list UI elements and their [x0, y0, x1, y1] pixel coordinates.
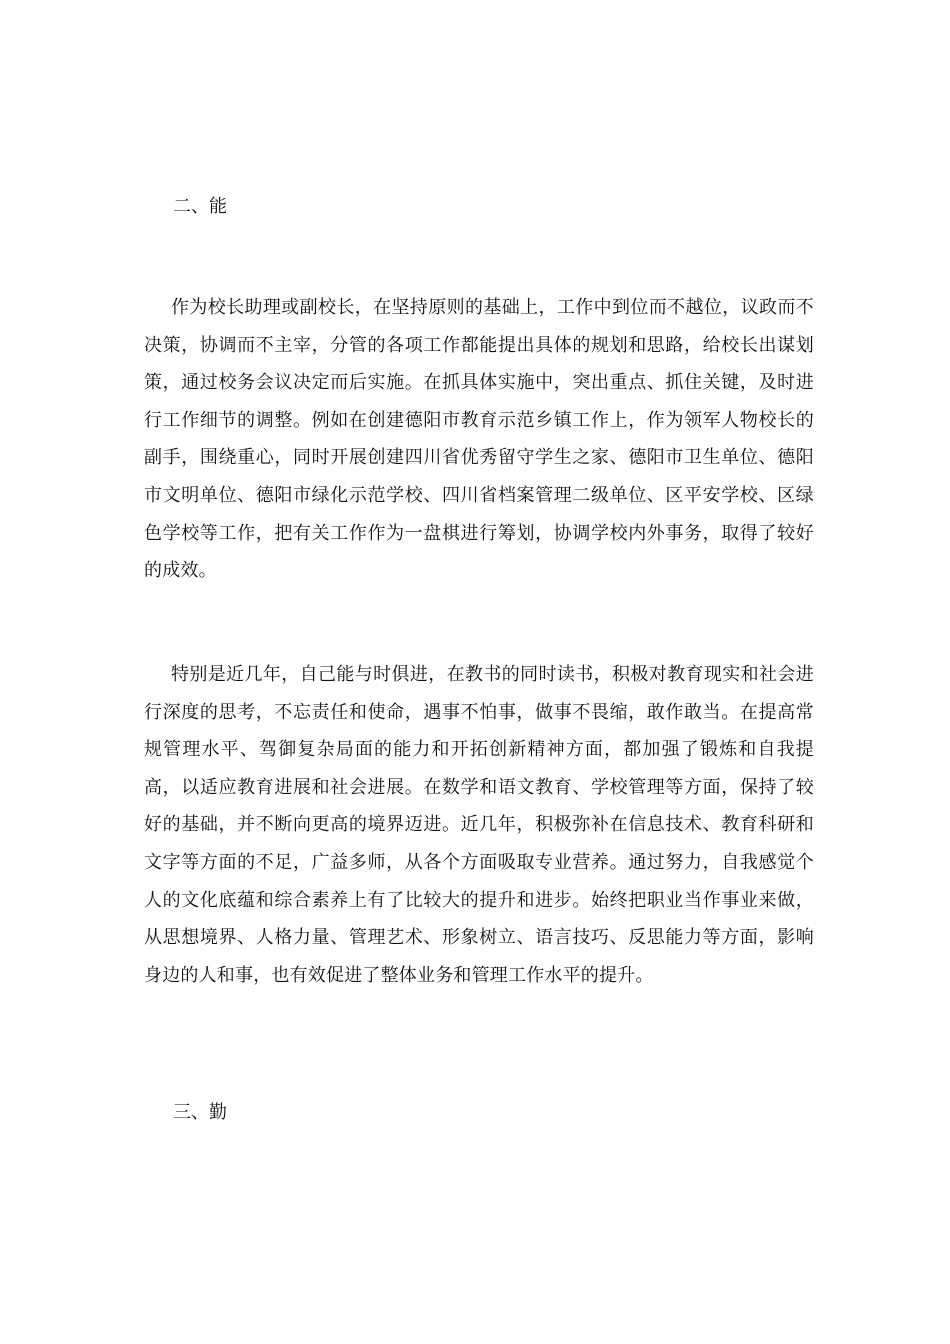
section-heading-qin: 三、勤 — [173, 1102, 227, 1123]
section-heading-neng: 二、能 — [173, 196, 227, 217]
paragraph-role-as-assistant-principal: 作为校长助理或副校长，在坚持原则的基础上，工作中到位而不越位，议政而不决策，协调而不主宰，分管的各项工作都能提出具体的规划和思路，给校长出谋划策，通过校务会议决定而后实施。在抓具体实施中，突出重点、抓住关键，及时进行工作细节的调整。例如在创建德阳市教育示范乡镇工作上，作为领军人物校长的副手，围绕重心，同时开展创建四川省优秀留守学生之家、德阳市卫生单位、德阳市文明单位、德阳市绿化示范学校、四川省档案管理二级单位、区平安学校、区绿色学校等工作，把有关工作作为一盘棋进行筹划，协调学校内外事务，取得了较好的成效。 — [144, 297, 814, 582]
paragraph-self-improvement: 特别是近几年，自己能与时俱进，在教书的同时读书，积极对教育现实和社会进行深度的思考，不忘责任和使命，遇事不怕事，做事不畏缩，敢作敢当。在提高常规管理水平、驾御复杂局面的能力和开拓创新精神方面，都加强了锻炼和自我提高，以适应教育进展和社会进展。在数学和语文教育、学校管理等方面，保持了较好的基础，并不断向更高的境界迈进。近几年，积极弥补在信息技术、教育科研和文字等方面的不足，广益多师，从各个方面吸取专业营养。通过努力，自我感觉个人的文化底蕴和综合素养上有了比较大的提升和进步。始终把职业当作事业来做，从思想境界、人格力量、管理艺术、形象树立、语言技巧、反思能力等方面，影响身边的人和事，也有效促进了整体业务和管理工作水平的提升。 — [144, 664, 814, 986]
